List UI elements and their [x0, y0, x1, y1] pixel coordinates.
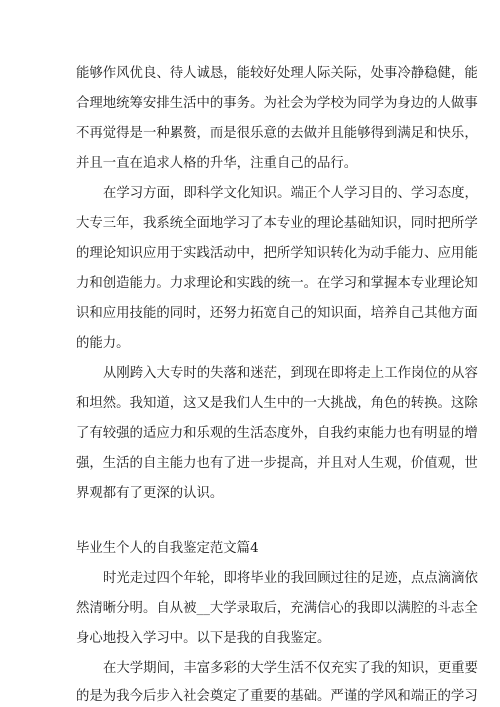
paragraph-line: 合理地统筹安排生活中的事务。为社会为学校为同学为身边的人做事 [76, 96, 478, 111]
paragraph-line: 力和创造能力。力求理论和实践的统一。在学习和掌握本专业理论知 [76, 276, 478, 291]
paragraph-line: 时光走过四个年轮，即将毕业的我回顾过往的足迹，点点滴滴依 [103, 571, 478, 586]
paragraph-line: 在学习方面，即科学文化知识。端正个人学习目的、学习态度， [103, 186, 478, 201]
paragraph-line: 从刚跨入大专时的失落和迷茫，到现在即将走上工作岗位的从容 [103, 366, 478, 381]
paragraph-line: 能够作风优良、待人诚恳，能较好处理人际关际，处事冷静稳健，能 [76, 66, 478, 81]
paragraph-line: 和坦然。我知道，这又是我们人生中的一大挑战，角色的转换。这除 [76, 396, 478, 411]
paragraph-line: 的理论知识应用于实践活动中，把所学知识转化为动手能力、应用能 [76, 246, 478, 261]
paragraph-line: 强，生活的自主能力也有了进一步提高，并且对人生观，价值观，世 [76, 456, 478, 471]
paragraph-line: 了有较强的适应力和乐观的生活态度外，自我约束能力也有明显的增 [76, 426, 478, 441]
paragraph-line: 的是为我今后步入社会奠定了重要的基础。严谨的学风和端正的学习 [76, 689, 478, 704]
paragraph-line: 大专三年，我系统全面地学习了本专业的理论基础知识，同时把所学 [76, 216, 478, 231]
paragraph-line: 身心地投入学习中。以下是我的自我鉴定。 [76, 631, 331, 646]
paragraph-line: 然清晰分明。自从被__大学录取后，充满信心的我即以满腔的斗志全 [76, 601, 478, 616]
paragraph-line: 在大学期间，丰富多彩的大学生活不仅充实了我的知识，更重要 [103, 661, 478, 676]
section-heading: 毕业生个人的自我鉴定范文篇4 [76, 541, 259, 556]
paragraph-line: 识和应用技能的同时，还努力拓宽自己的知识面，培养自己其他方面 [76, 306, 478, 321]
paragraph-line: 并且一直在追求人格的升华，注重自己的品行。 [76, 156, 358, 171]
paragraph-line: 的能力。 [76, 336, 130, 351]
paragraph-line: 不再觉得是一种累赘，而是很乐意的去做并且能够得到满足和快乐， [76, 126, 478, 141]
paragraph-line: 界观都有了更深的认识。 [76, 486, 224, 501]
